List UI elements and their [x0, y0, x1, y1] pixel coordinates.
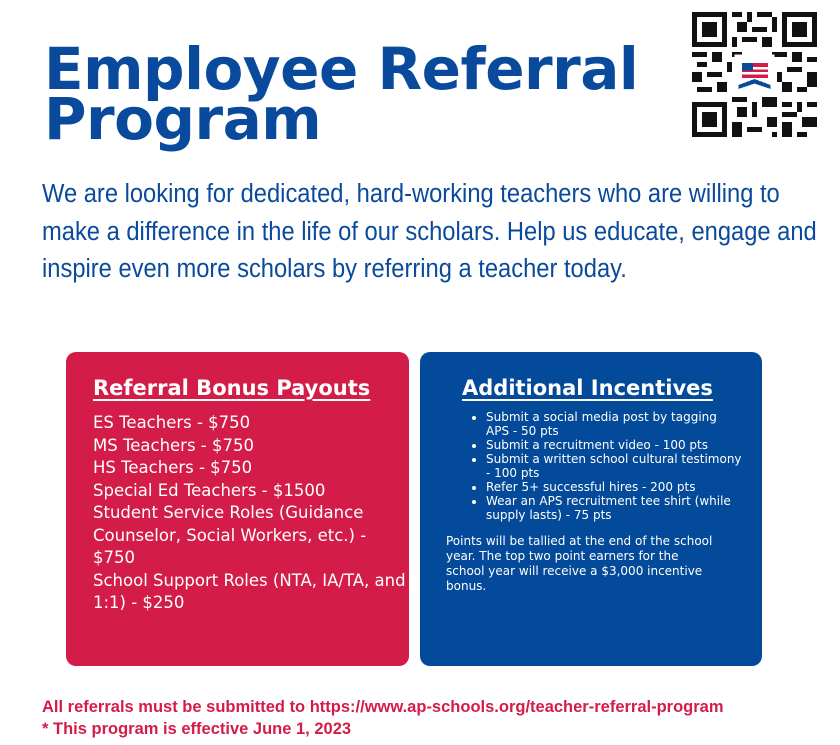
incentive-item: • Submit a social media post by tagging APS - 50 pts	[486, 410, 762, 438]
intro-paragraph: We are looking for dedicated, hard-working teachers who are willing to make a difference in the life of our scholars. Help us educate, engage and inspire even more scholars by referring a teacher today.	[42, 180, 817, 283]
payout-item: Special Ed Teachers - $1500	[93, 480, 326, 500]
incentive-item: • Submit a recruitment video - 100 pts	[486, 438, 762, 452]
additional-incentives-title: Additional Incentives	[462, 376, 713, 400]
incentive-item: • Wear an APS recruitment tee shirt (while supply lasts) - 75 pts	[486, 494, 762, 522]
additional-incentives-card	[420, 352, 762, 666]
payout-item: HS Teachers - $750	[93, 458, 253, 477]
page-title	[44, 35, 639, 153]
referral-bonus-title: Referral Bonus Payouts	[93, 376, 371, 400]
payout-item: MS Teachers - $750	[93, 435, 254, 455]
effective-date-notice: * This program is effective June 1, 2023	[42, 720, 352, 738]
referral-bonus-card	[66, 352, 409, 666]
submission-notice: All referrals must be submitted to https://www.ap-schools.org/teacher-referral-program	[42, 698, 724, 716]
page-title-line-2: Program	[44, 85, 322, 153]
incentive-item: • Refer 5+ successful hires - 200 pts	[486, 480, 762, 494]
payout-item: Student Service Roles (Guidance Counselor, Social Workers, etc.) - $750	[93, 503, 367, 567]
payout-item: ES Teachers - $750	[93, 413, 251, 432]
payout-list	[93, 412, 409, 615]
incentive-list	[446, 410, 762, 522]
payout-item: School Support Roles (NTA, IA/TA, and 1:1) - $250	[93, 570, 406, 612]
points-note: Points will be tallied at the end of the school year. The top two point earners for the school year will receive a $3,000 incentive bonus.	[446, 534, 713, 593]
incentive-item: • Submit a written school cultural testimony - 100 pts	[486, 452, 762, 480]
footer-notice	[42, 696, 724, 740]
qr-code-icon[interactable]	[692, 12, 817, 137]
page-title-line-1: Employee Referral	[44, 35, 639, 103]
